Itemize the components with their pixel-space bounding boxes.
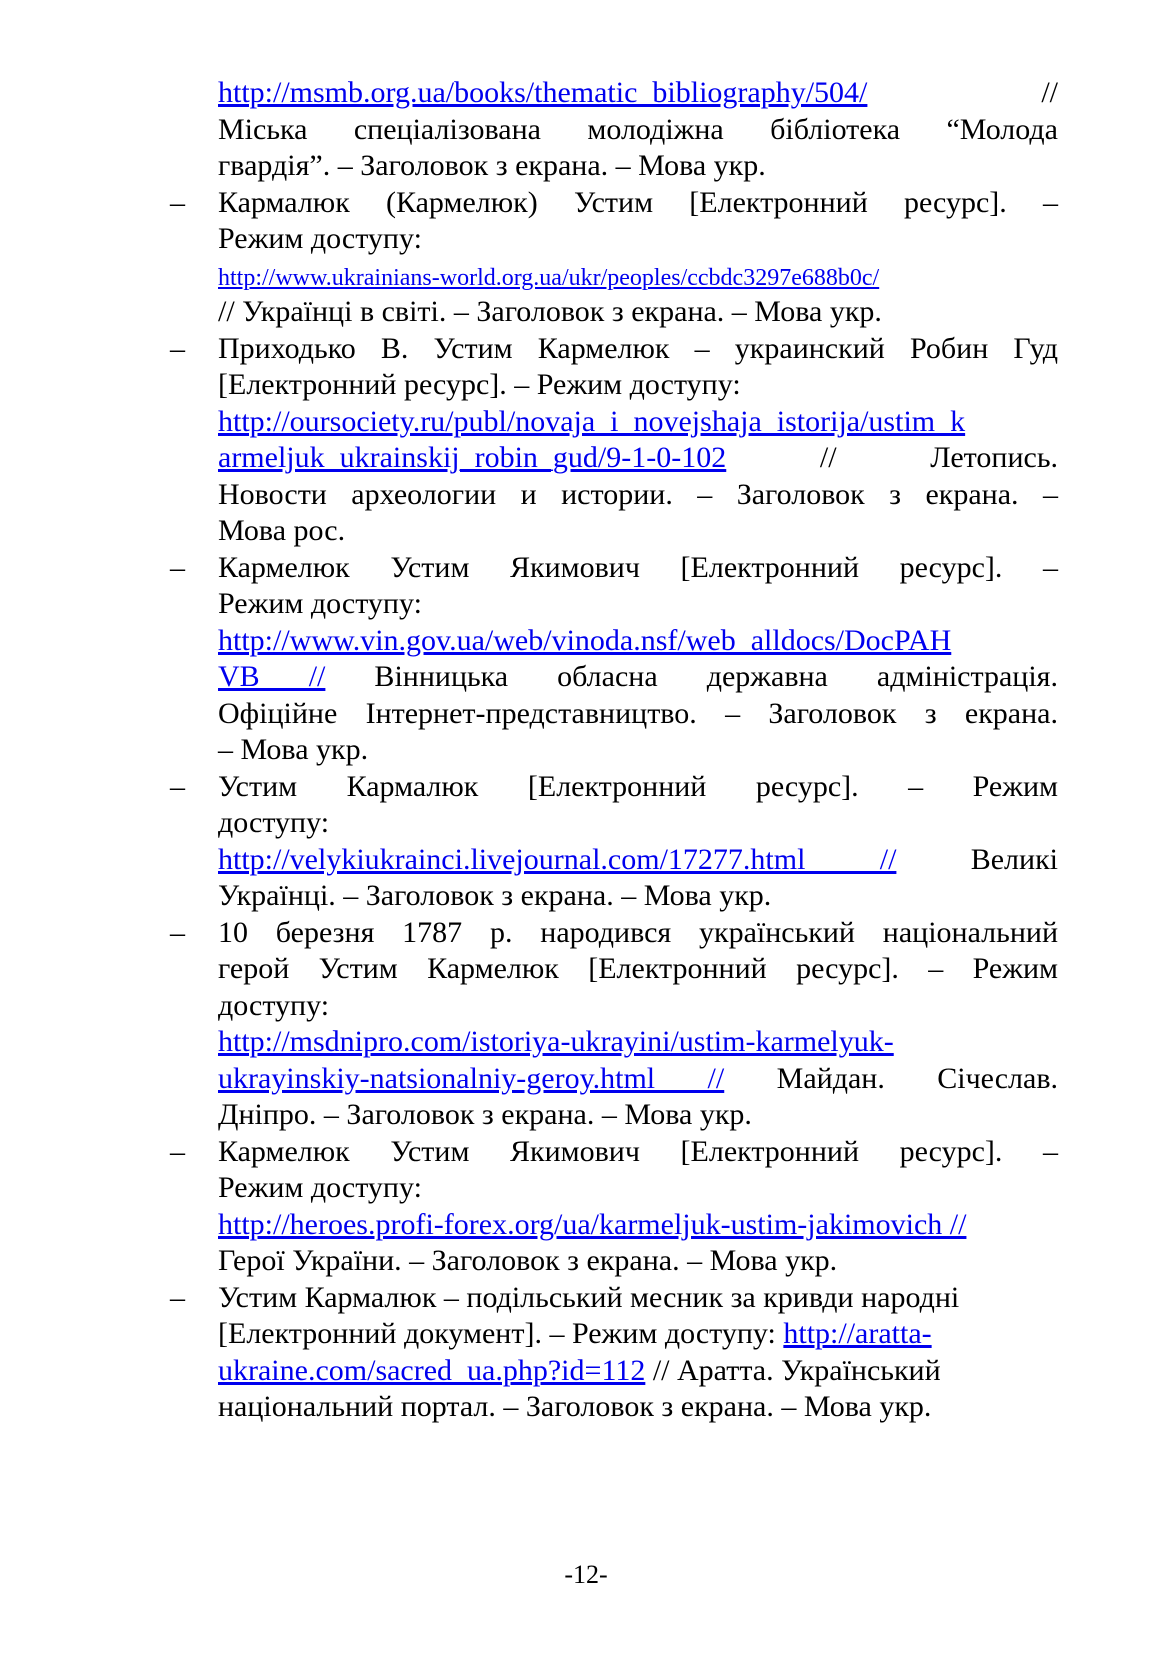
url-link[interactable]: http://heroes.profi-forex.org/ua/karmeljuk-ustim-jakimovich // — [218, 1207, 967, 1241]
citation-text: Режим доступу: — [218, 587, 422, 620]
url-link[interactable]: http://velykiukrainci.livejournal.com/17277.html // — [218, 842, 897, 876]
bibliography-line — [218, 366, 1058, 404]
citation-text: Герої України. – Заголовок з екрана. – Мова укр. — [218, 1244, 838, 1277]
bibliography-line — [218, 695, 1058, 733]
list-bullet-dash: – — [170, 769, 185, 803]
bibliography-line — [218, 877, 1058, 915]
bibliography-line — [218, 1279, 1058, 1317]
citation-text: Кармелюк Устим Якимович [Електронний ресурс]. – — [218, 1134, 1058, 1168]
bibliography-line — [218, 622, 1058, 660]
bibliography-line — [218, 257, 1058, 295]
bibliography-line — [218, 549, 1058, 587]
bibliography-line — [218, 147, 1058, 185]
citation-text: Приходько В. Устим Кармелюк – украинский Робин Гуд — [218, 331, 1058, 365]
citation-text: Устим Кармалюк – подільський месник за кривди народні — [218, 1280, 960, 1314]
url-link[interactable]: ukrayinskiy-natsionalniy-geroy.html // — [218, 1061, 725, 1095]
url-link[interactable]: armeljuk_ukrainskij_robin_gud/9-1-0-102 — [218, 441, 727, 474]
citation-text: Кармалюк (Кармелюк) Устим [Електронний ресурс]. – — [218, 185, 1058, 219]
bibliography-line — [218, 1315, 1058, 1353]
bibliography-line — [218, 111, 1058, 149]
bibliography-line — [218, 439, 1058, 477]
bibliography-line — [218, 585, 1058, 623]
citation-text: Вінницька обласна державна адміністрація. — [325, 660, 1058, 693]
url-link[interactable]: http://oursociety.ru/publ/novaja_i_novejshaja_istorija/ustim_k — [218, 404, 966, 438]
citation-text: Майдан. Січеслав. — [724, 1061, 1058, 1095]
citation-text: Режим доступу: — [218, 222, 422, 255]
citation-text: [Електронний документ]. – Режим доступу: — [218, 1317, 784, 1350]
citation-text: герой Устим Кармелюк [Електронний ресурс]. – Режим — [218, 952, 1058, 985]
bibliography-line — [218, 731, 1058, 769]
citation-text: Офіційне Інтернет-представництво. – Заголовок з екрана. — [218, 696, 1058, 730]
bibliography-line — [218, 1388, 1058, 1426]
bibliography-line — [218, 950, 1058, 988]
list-bullet-dash: – — [170, 550, 185, 584]
bibliography-line — [218, 1133, 1058, 1171]
bibliography-line — [218, 768, 1058, 806]
citation-text: – Мова укр. — [218, 733, 369, 766]
citation-text: 10 березня 1787 р. народився український національний — [218, 915, 1058, 949]
bibliography-line — [218, 476, 1058, 514]
bibliography-line — [218, 841, 1058, 879]
url-link[interactable]: http://www.vin.gov.ua/web/vinoda.nsf/web_alldocs/DocPAH — [218, 623, 952, 657]
bibliography-line — [218, 330, 1058, 368]
citation-text: доступу: — [218, 806, 330, 839]
bibliography-line — [218, 403, 1058, 441]
list-bullet-dash: – — [170, 1280, 185, 1314]
citation-text: національний портал. – Заголовок з екрана. – Мова укр. — [218, 1390, 932, 1423]
list-bullet-dash: – — [170, 185, 185, 219]
citation-text: // Українці в світі. – Заголовок з екрана. – Мова укр. — [218, 295, 882, 328]
citation-text: Режим доступу: — [218, 1171, 422, 1204]
citation-text: гвардія”. – Заголовок з екрана. – Мова укр. — [218, 149, 766, 182]
url-link[interactable]: http://www.ukrainians-world.org.ua/ukr/peoples/ccbdc3297e688b0c/ — [218, 264, 880, 291]
url-link[interactable]: VB // — [218, 660, 326, 693]
list-bullet-dash: – — [170, 331, 185, 365]
bibliography-line — [218, 512, 1058, 550]
bibliography-line — [218, 1023, 1058, 1061]
url-link[interactable]: ukraine.com/sacred_ua.php?id=112 — [218, 1353, 646, 1387]
bibliography-line — [218, 220, 1058, 258]
citation-text: // Аратта. Український — [645, 1353, 941, 1387]
citation-text: доступу: — [218, 988, 330, 1022]
citation-text: Кармелюк Устим Якимович [Електронний ресурс]. – — [218, 550, 1058, 584]
bibliography-line — [218, 987, 1058, 1025]
citation-text: Українці. – Заголовок з екрана. – Мова укр. — [218, 879, 772, 912]
url-link[interactable]: http://aratta- — [783, 1317, 932, 1350]
citation-text: Великі — [896, 842, 1058, 876]
citation-text: Дніпро. – Заголовок з екрана. – Мова укр. — [218, 1098, 752, 1131]
citation-text: Міська спеціалізована молодіжна бібліотека “Молода — [218, 112, 1058, 146]
citation-text: Устим Кармалюк [Електронний ресурс]. – Режим — [218, 769, 1058, 803]
bibliography-line — [218, 1352, 1058, 1390]
citation-text: [Електронний ресурс]. – Режим доступу: — [218, 368, 741, 401]
url-link[interactable]: http://msmb.org.ua/books/thematic_bibliography/504/ — [218, 76, 868, 109]
bibliography-line — [218, 804, 1058, 842]
bibliography-line — [218, 293, 1058, 331]
citation-text: // — [867, 76, 1058, 109]
page-number: -12- — [564, 1560, 608, 1589]
citation-text: // Летопись. — [726, 441, 1058, 474]
bibliography-line — [218, 1242, 1058, 1280]
citation-text: Мова рос. — [218, 514, 346, 547]
bibliography-line — [218, 658, 1058, 696]
list-bullet-dash: – — [170, 1134, 185, 1168]
bibliography-line — [218, 184, 1058, 222]
url-link[interactable]: http://msdnipro.com/istoriya-ukrayini/ustim-karmelyuk- — [218, 1025, 894, 1058]
bibliography-line — [218, 1096, 1058, 1134]
bibliography-line — [218, 1169, 1058, 1207]
list-bullet-dash: – — [170, 915, 185, 949]
bibliography-line — [218, 914, 1058, 952]
bibliography-line — [218, 1206, 1058, 1244]
bibliography-line — [218, 1060, 1058, 1098]
bibliography-line — [218, 74, 1058, 112]
citation-text: Новости археологии и истории. – Заголовок з екрана. – — [218, 477, 1058, 511]
